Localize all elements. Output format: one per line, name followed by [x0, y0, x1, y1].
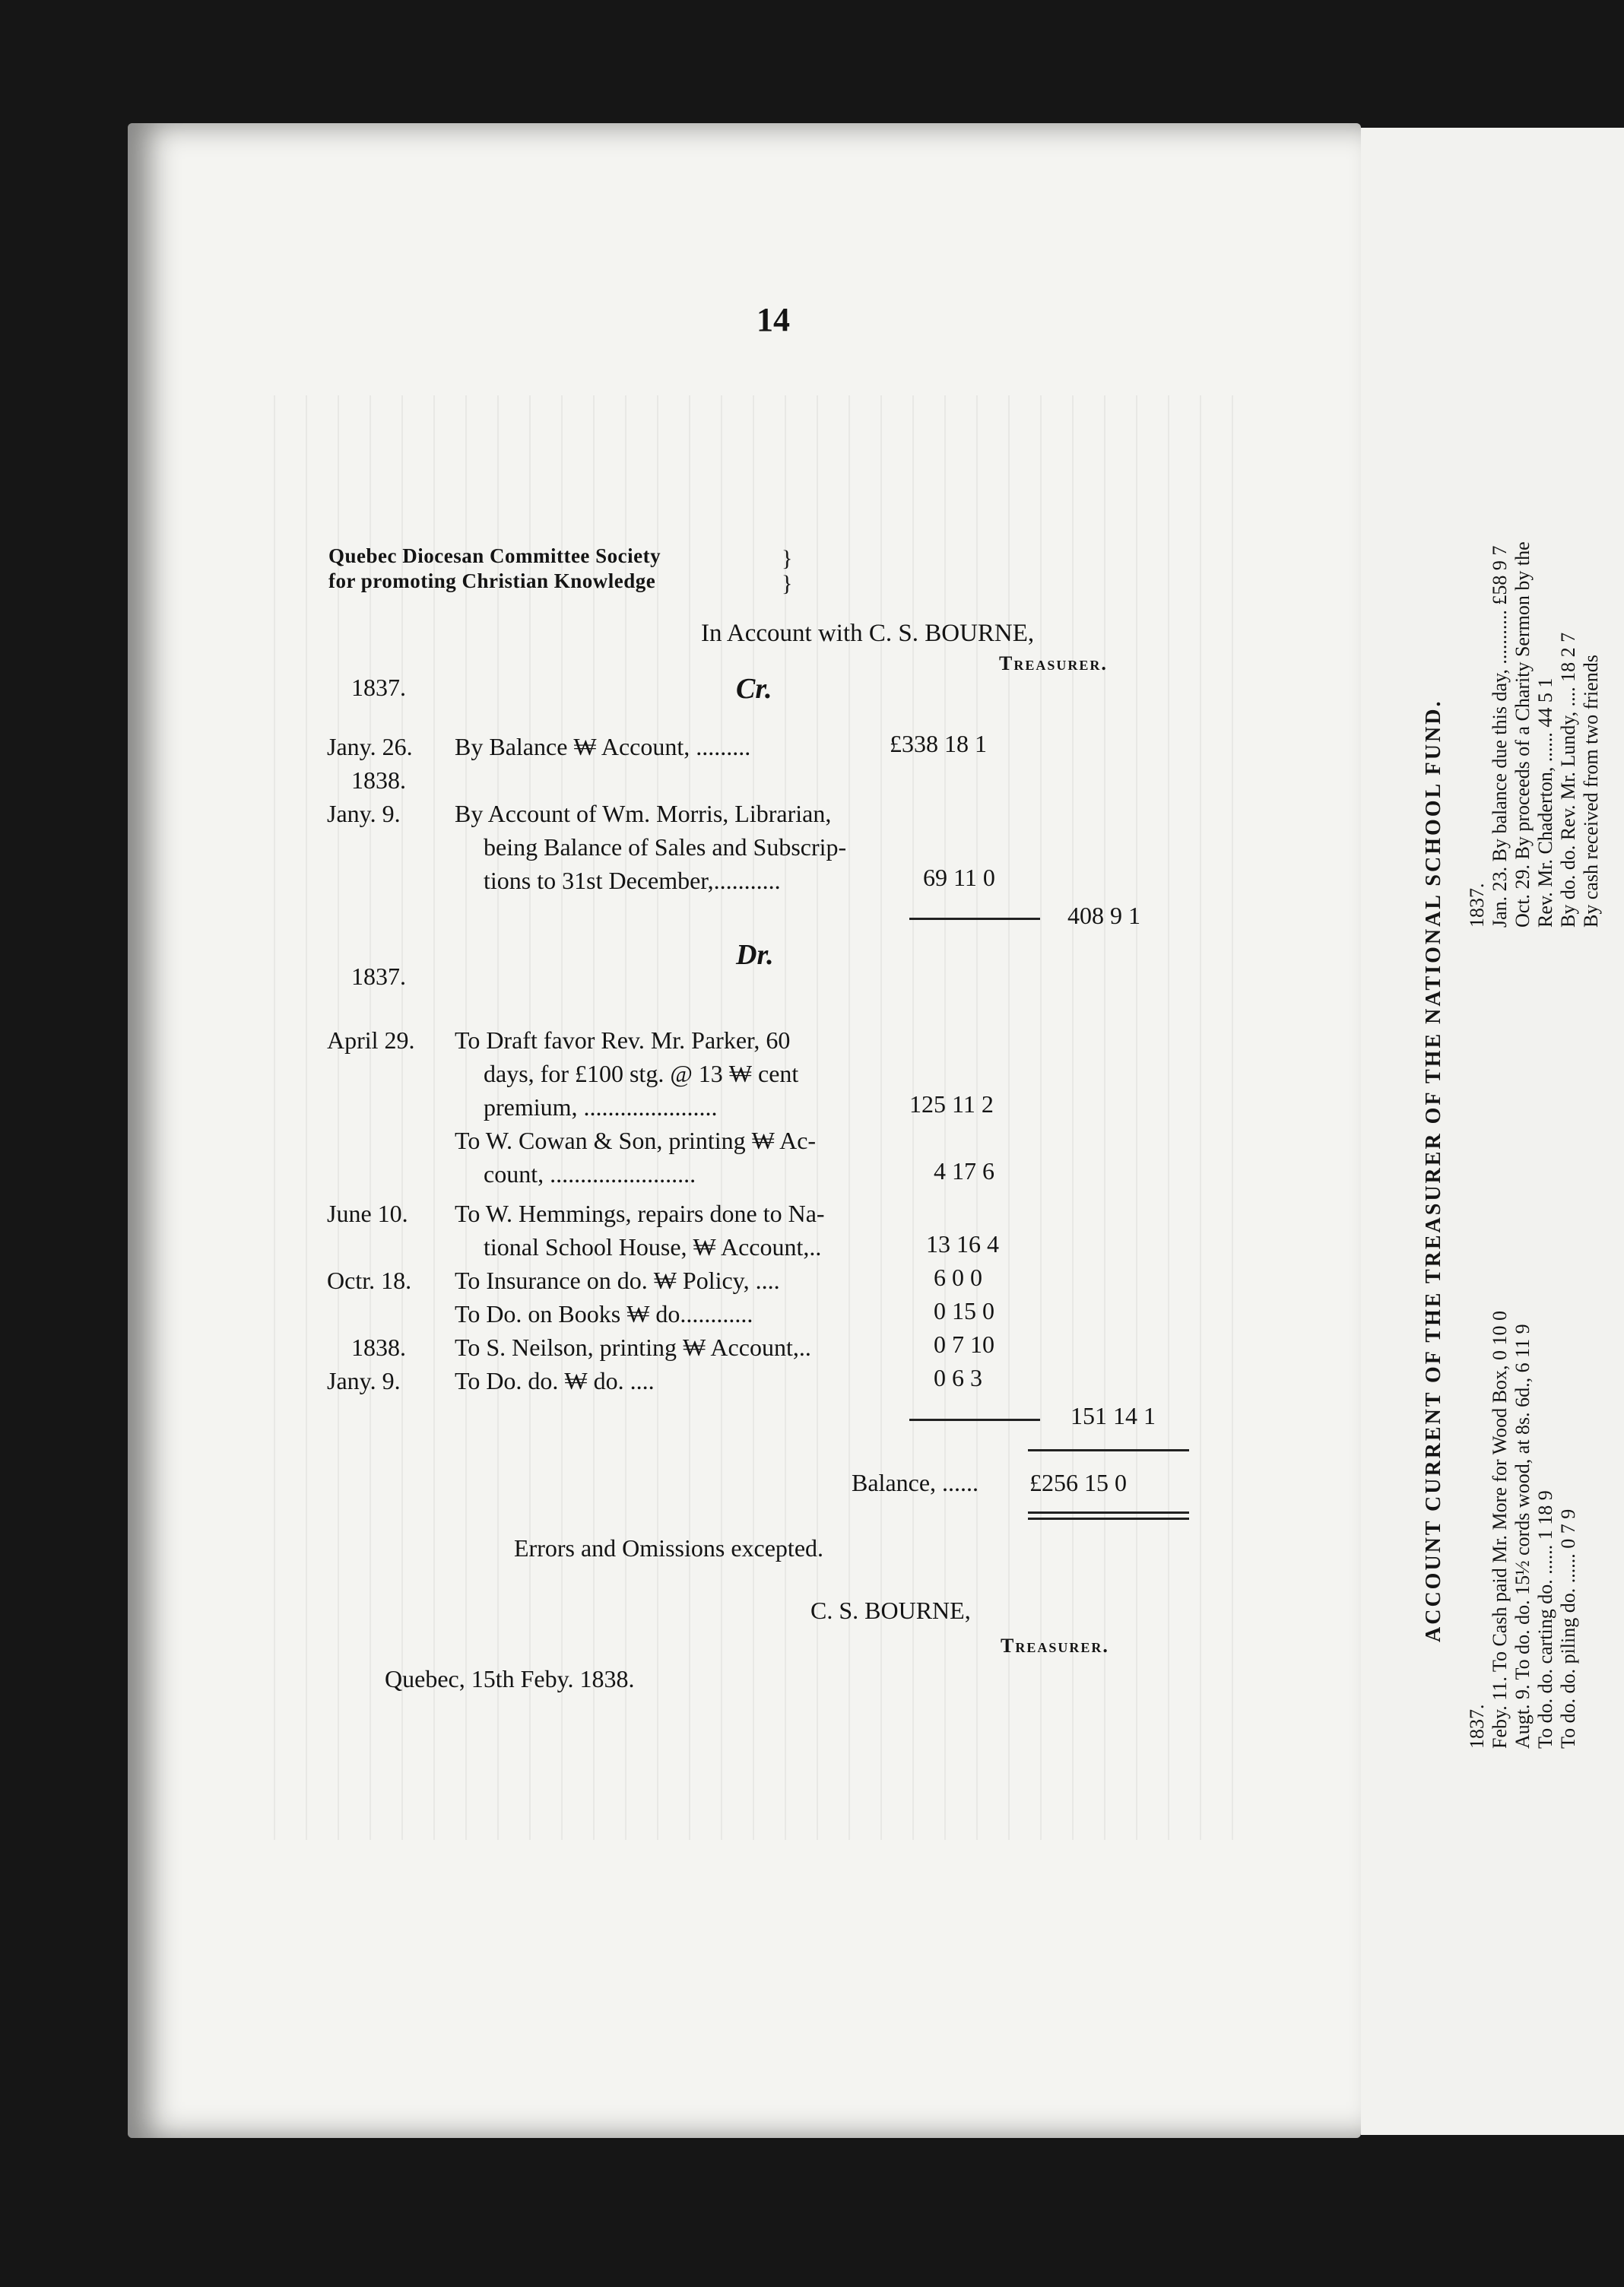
- dr-row-text: count, ........................: [484, 1160, 696, 1188]
- subtotal-rule: [909, 1419, 1040, 1421]
- dr-row-date: Octr. 18.: [327, 1267, 412, 1294]
- show-through-texture: [274, 395, 1262, 1840]
- dr-heading: Dr.: [736, 939, 774, 971]
- society-heading: [328, 544, 661, 594]
- society-line-1: Quebec Diocesan Committee Society: [328, 544, 661, 567]
- cr-row-text: By Balance ₩ Account, .........: [455, 733, 751, 760]
- dr-row-text: To Do. do. ₩ do. ....: [455, 1367, 655, 1394]
- cr-year: 1837.: [351, 674, 406, 701]
- cr-row-text: By Account of Wm. Morris, Librarian,: [455, 800, 832, 827]
- dr-year: 1837.: [351, 963, 406, 990]
- society-line-2: for promoting Christian Knowledge: [328, 569, 656, 592]
- right-page-row: Jan. 23. By balance due this day, ........... £58 9 7: [1489, 545, 1511, 928]
- cr-row-text: tions to 31st December,...........: [484, 867, 781, 894]
- signature-name: C. S. BOURNE,: [810, 1597, 971, 1624]
- cr-row-amount: 69 11 0: [923, 864, 995, 891]
- right-page-row: To do. do. piling do. ...... 0 7 9: [1557, 1508, 1579, 1749]
- dr-row-text: premium, ......................: [484, 1093, 718, 1121]
- account-with-line: In Account with C. S. BOURNE,: [701, 620, 1035, 647]
- dr-row-date: April 29.: [327, 1026, 415, 1054]
- dr-row-amount: 0 15 0: [934, 1297, 994, 1324]
- brace-glyph: } }: [782, 546, 793, 596]
- dr-row-amount: 0 7 10: [934, 1331, 994, 1358]
- right-page-year: 1837.: [1466, 883, 1488, 928]
- right-page-title: ACCOUNT CURRENT OF THE TREASURER OF THE NATIONAL SCHOOL FUND.: [1422, 699, 1445, 1642]
- dr-row-amount: 13 16 4: [926, 1230, 999, 1258]
- cr-heading: Cr.: [736, 673, 772, 705]
- dr-row-amount: 125 11 2: [909, 1090, 994, 1118]
- subtotal-rule: [909, 918, 1040, 920]
- right-page-rotated-content: [1422, 167, 1603, 1749]
- dr-row-year: 1838.: [351, 1334, 406, 1361]
- balance-label: Balance, ......: [852, 1469, 979, 1496]
- right-page-row: Oct. 29. By proceeds of a Charity Sermon by the: [1511, 541, 1534, 928]
- dr-row-amount: 4 17 6: [934, 1157, 994, 1185]
- dr-row-text: days, for £100 stg. @ 13 ₩ cent: [484, 1060, 799, 1087]
- right-page-row: Feby. 11. To Cash paid Mr. More for Wood Box, 0 10 0: [1489, 1310, 1511, 1749]
- page-number: 14: [756, 301, 790, 338]
- right-page-row: Augt. 9. To do. do. 15½ cords wood, at 8s. 6d., 6 11 9: [1511, 1324, 1534, 1749]
- cr-row: Jany. 26.: [327, 733, 413, 760]
- cr-row-amount: £338 18 1: [890, 730, 987, 757]
- dr-row-text: tional School House, ₩ Account,..: [484, 1233, 822, 1261]
- right-page-row: To do. do. carting do. ...... 1 18 9: [1534, 1490, 1556, 1749]
- dr-row-text: To W. Cowan & Son, printing ₩ Ac-: [455, 1127, 817, 1154]
- total-rule: [1028, 1449, 1189, 1451]
- signature-title: Treasurer.: [1001, 1635, 1109, 1657]
- dr-row-text: To Insurance on do. ₩ Policy, ....: [455, 1267, 780, 1294]
- treasurer-label: Treasurer.: [999, 652, 1108, 674]
- dr-total: 151 14 1: [1071, 1402, 1156, 1429]
- right-page-credit-column: [1466, 167, 1603, 928]
- cr-row-year: 1838.: [351, 766, 406, 794]
- right-page-year: 1837.: [1466, 1704, 1488, 1749]
- cr-row-date: Jany. 9.: [327, 800, 401, 827]
- dr-row-amount: 6 0 0: [934, 1264, 982, 1291]
- errors-omissions-note: Errors and Omissions excepted.: [514, 1534, 824, 1562]
- dr-row-text: To W. Hemmings, repairs done to Na-: [455, 1200, 825, 1227]
- right-page-row: By cash received from two friends: [1580, 655, 1602, 928]
- dr-row-date: Jany. 9.: [327, 1367, 401, 1394]
- dr-row-text: To Do. on Books ₩ do............: [455, 1300, 753, 1327]
- cr-row-text: being Balance of Sales and Subscrip-: [484, 833, 847, 861]
- balance-double-rule-1: [1028, 1511, 1189, 1514]
- cr-total: 408 9 1: [1067, 902, 1140, 929]
- dr-row-amount: 0 6 3: [934, 1364, 982, 1391]
- dr-row-date: June 10.: [327, 1200, 408, 1227]
- balance-amount: £256 15 0: [1029, 1469, 1127, 1496]
- right-page-debit-column: [1466, 988, 1603, 1749]
- right-page-row: By do. do. Rev. Mr. Lundy, .... 18 2 7: [1557, 632, 1579, 928]
- right-page-row: Rev. Mr. Chaderton, ...... 44 5 1: [1534, 677, 1556, 928]
- place-date: Quebec, 15th Feby. 1838.: [385, 1665, 635, 1692]
- dr-row-text: To Draft favor Rev. Mr. Parker, 60: [455, 1026, 791, 1054]
- dr-row-text: To S. Neilson, printing ₩ Account,..: [455, 1334, 811, 1361]
- balance-double-rule-2: [1028, 1518, 1189, 1520]
